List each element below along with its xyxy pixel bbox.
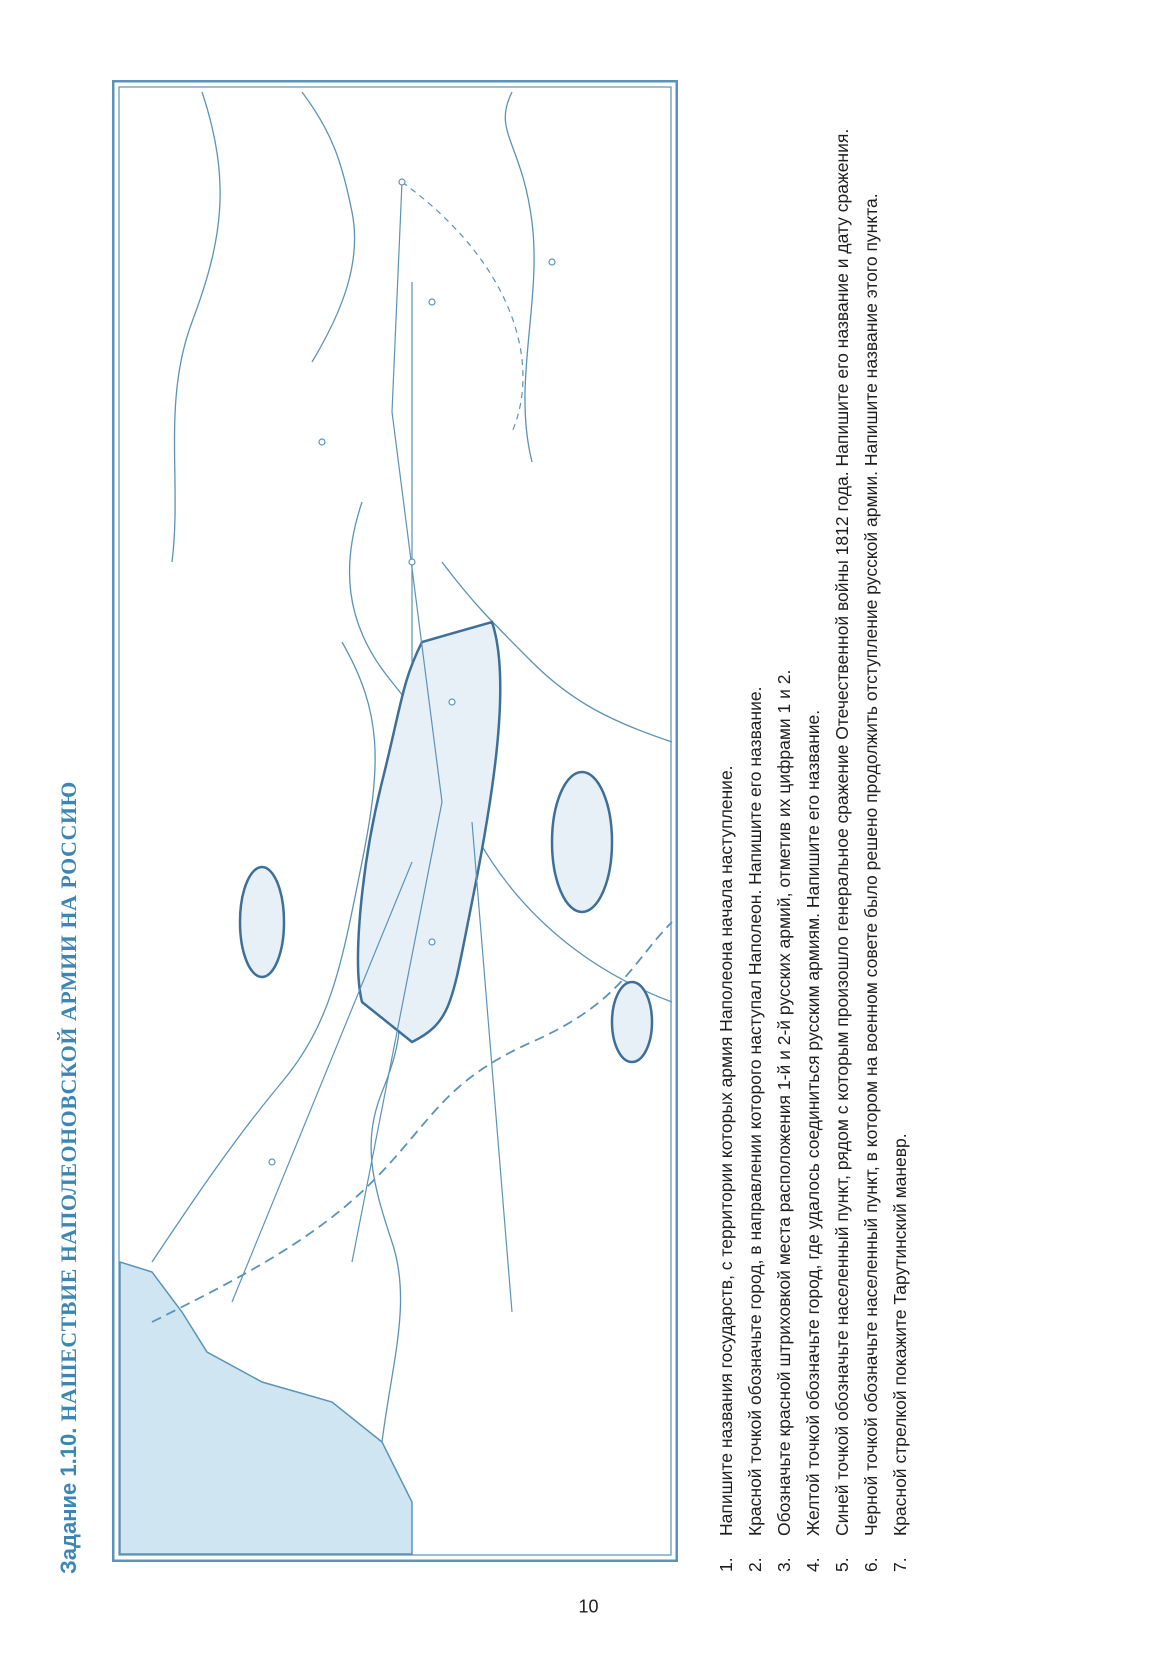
task-title: НАШЕСТВИЕ НАПОЛЕОНОВСКОЙ АРМИИ НА РОССИЮ bbox=[56, 781, 81, 1422]
army-zone-4 bbox=[612, 982, 652, 1062]
baltic-sea bbox=[120, 1262, 412, 1554]
task-list bbox=[712, 92, 915, 1572]
task-item: 5. Синей точкой обозначьте населенный пункт, рядом с которым произошло генеральное сражение Отечественной войны 1812 года. Напишите его название и дату сражения. bbox=[832, 128, 852, 1572]
settlement bbox=[399, 179, 405, 185]
task-item: 2. Красной точкой обозначьте город, в направлении которого наступал Наполеон. Напишите его название. bbox=[745, 686, 765, 1572]
settlement bbox=[449, 699, 455, 705]
settlement bbox=[409, 559, 415, 565]
task-item: 1. Напишите названия государств, с территории которых армия Наполеона начала наступление. bbox=[716, 765, 736, 1572]
settlement bbox=[429, 299, 435, 305]
task-number: Задание 1.10. bbox=[56, 1427, 81, 1574]
retreat-route bbox=[402, 182, 523, 432]
settlement bbox=[429, 939, 435, 945]
page-title bbox=[56, 781, 82, 1574]
task-item: 4. Желтой точкой обозначьте город, где удалось соединиться русским армиям. Напишите его название. bbox=[803, 709, 823, 1572]
task-item: 6. Черной точкой обозначьте населенный пункт, в котором на военном совете было решено продолжить отступление русской армии. Напишите название этого пункта. bbox=[861, 193, 881, 1572]
river-moskva bbox=[302, 92, 355, 362]
settlement bbox=[319, 439, 325, 445]
task-item: 7. Красной стрелкой покажите Тарутинский маневр. bbox=[890, 1133, 910, 1572]
settlement bbox=[269, 1159, 275, 1165]
contour-map bbox=[112, 80, 678, 1562]
army-zone-1 bbox=[358, 622, 500, 1042]
river-volga bbox=[172, 92, 220, 562]
army-zone-2 bbox=[552, 772, 612, 912]
army-zone-3 bbox=[240, 867, 284, 977]
advance-arrow-6 bbox=[392, 182, 402, 412]
settlement bbox=[549, 259, 555, 265]
page-number: 10 bbox=[578, 1596, 599, 1617]
advance-arrow-3 bbox=[472, 822, 512, 1312]
task-item: 3. Обозначьте красной штриховкой места расположения 1-й и 2-й русских армий, отметив их цифрами 1 и 2. bbox=[774, 669, 794, 1572]
